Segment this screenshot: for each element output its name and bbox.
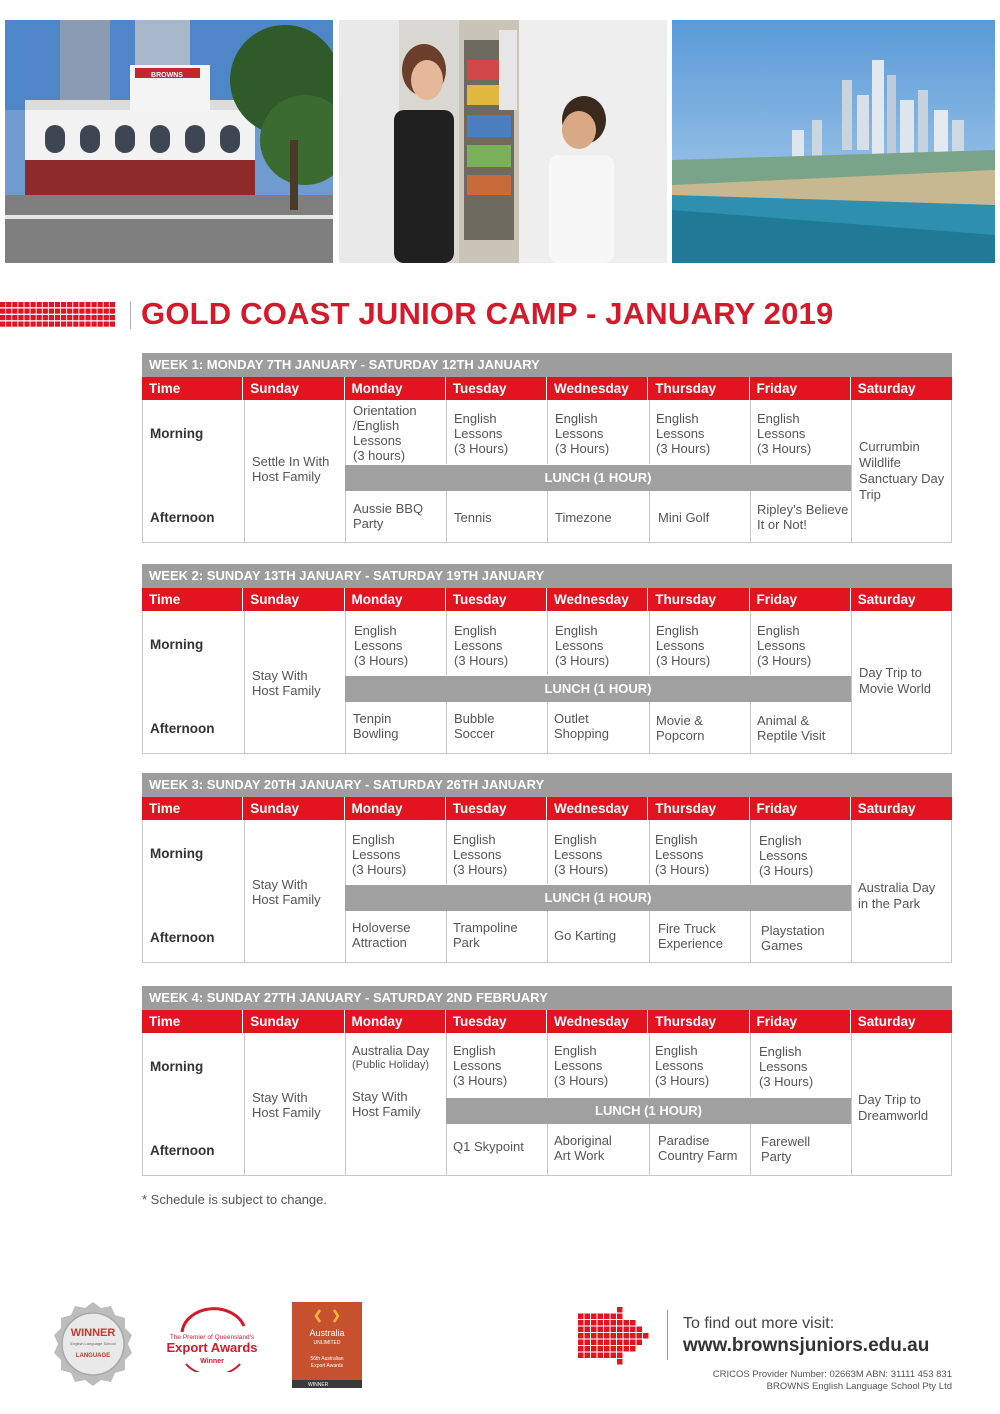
monday-full-day: Australia Day (Public Holiday) Stay With Host Family bbox=[352, 1043, 430, 1119]
tuesday-afternoon: Q1 Skypoint bbox=[453, 1139, 524, 1154]
cricos-text: CRICOS Provider Number: 02663M ABN: 31111 453 831 bbox=[712, 1369, 952, 1380]
tuesday-afternoon: Trampoline Park bbox=[453, 920, 518, 950]
col-monday: Monday bbox=[345, 1010, 446, 1033]
col-sunday: Sunday bbox=[243, 1010, 344, 1033]
photo-gold-coast-skyline bbox=[672, 20, 995, 263]
photo-students-kitchen bbox=[339, 20, 667, 263]
col-wednesday: Wednesday bbox=[547, 588, 648, 611]
day-header-row bbox=[142, 797, 952, 820]
building-sign-text: BROWNS bbox=[151, 72, 183, 79]
visit-text: To find out more visit: bbox=[683, 1315, 835, 1332]
week-grid bbox=[142, 1033, 952, 1176]
friday-morning: English Lessons (3 Hours) bbox=[759, 1044, 814, 1089]
time-afternoon: Afternoon bbox=[150, 930, 215, 945]
thursday-morning: English Lessons (3 Hours) bbox=[656, 411, 711, 456]
winner-award-badge bbox=[52, 1300, 134, 1388]
page-title: GOLD COAST JUNIOR CAMP - JANUARY 2019 bbox=[141, 296, 834, 331]
monday-afternoon: Tenpin Bowling bbox=[353, 711, 399, 741]
col-friday: Friday bbox=[750, 377, 851, 400]
col-monday: Monday bbox=[345, 797, 446, 820]
australia-export-text-2: Export Awards bbox=[310, 1363, 344, 1369]
col-sunday: Sunday bbox=[243, 797, 344, 820]
monday-morning: English Lessons (3 Hours) bbox=[352, 832, 407, 877]
monday-morning: English Lessons (3 Hours) bbox=[354, 623, 409, 668]
col-wednesday: Wednesday bbox=[547, 1010, 648, 1033]
col-wednesday: Wednesday bbox=[547, 377, 648, 400]
brand-grid-graphic bbox=[0, 302, 116, 328]
tuesday-morning: English Lessons (3 Hours) bbox=[454, 623, 509, 668]
australia-text: Australia bbox=[309, 1328, 345, 1338]
winner-subtext: English Language School bbox=[70, 1341, 116, 1346]
wednesday-afternoon: Outlet Shopping bbox=[554, 711, 609, 741]
col-tuesday: Tuesday bbox=[446, 797, 547, 820]
wednesday-afternoon: Timezone bbox=[555, 510, 612, 525]
thursday-morning: English Lessons (3 Hours) bbox=[656, 623, 711, 668]
wednesday-afternoon: Go Karting bbox=[554, 928, 617, 943]
time-morning: Morning bbox=[150, 1059, 204, 1074]
footer-divider bbox=[667, 1310, 668, 1360]
sunday-activity: Stay With Host Family bbox=[252, 1090, 321, 1120]
col-thursday: Thursday bbox=[648, 797, 749, 820]
saturday-activity: Day Trip to Dreamworld bbox=[858, 1092, 929, 1123]
time-morning: Morning bbox=[150, 426, 204, 441]
col-sunday: Sunday bbox=[243, 588, 344, 611]
col-friday: Friday bbox=[750, 588, 851, 611]
sunday-activity: Settle In With Host Family bbox=[252, 454, 330, 484]
thursday-morning: English Lessons (3 Hours) bbox=[655, 832, 710, 877]
title-divider bbox=[130, 301, 131, 329]
photo-browns-building bbox=[5, 20, 333, 263]
tuesday-morning: English Lessons (3 Hours) bbox=[453, 1043, 508, 1088]
website-link[interactable]: www.brownsjuniors.edu.au bbox=[683, 1335, 930, 1356]
col-thursday: Thursday bbox=[648, 1010, 749, 1033]
lunch-bar: LUNCH (1 HOUR) bbox=[446, 1098, 851, 1124]
wednesday-morning: English Lessons (3 Hours) bbox=[554, 1043, 609, 1088]
col-time: Time bbox=[142, 377, 243, 400]
saturday-activity: Currumbin Wildlife Sanctuary Day Trip bbox=[859, 439, 945, 502]
browns-arrow-logo bbox=[578, 1307, 656, 1365]
friday-morning: English Lessons (3 Hours) bbox=[759, 833, 814, 878]
week-grid bbox=[142, 400, 952, 543]
col-saturday: Saturday bbox=[857, 801, 916, 816]
col-saturday: Saturday bbox=[857, 1014, 916, 1029]
col-wednesday: Wednesday bbox=[547, 797, 648, 820]
week-grid bbox=[142, 611, 952, 754]
australia-winner-text: WINNER bbox=[308, 1382, 329, 1388]
time-afternoon: Afternoon bbox=[150, 510, 215, 525]
week-1-table bbox=[142, 353, 952, 543]
thursday-afternoon: Mini Golf bbox=[658, 510, 710, 525]
col-tuesday: Tuesday bbox=[446, 588, 547, 611]
time-afternoon: Afternoon bbox=[150, 721, 215, 736]
friday-afternoon: Ripley's Believe It or Not! bbox=[757, 502, 849, 532]
week-3-table bbox=[142, 773, 952, 963]
col-time: Time bbox=[142, 797, 243, 820]
tuesday-morning: English Lessons (3 Hours) bbox=[454, 411, 509, 456]
week-header: WEEK 4: SUNDAY 27TH JANUARY - SATURDAY 2ND FEBRUARY bbox=[142, 986, 952, 1010]
week-grid bbox=[142, 820, 952, 963]
language-text: LANGUAGE bbox=[75, 1353, 111, 1359]
week-header: WEEK 1: MONDAY 7TH JANUARY - SATURDAY 12TH JANUARY bbox=[142, 353, 952, 377]
col-tuesday: Tuesday bbox=[446, 1010, 547, 1033]
friday-morning: English Lessons (3 Hours) bbox=[757, 623, 812, 668]
thursday-afternoon: Paradise Country Farm bbox=[658, 1133, 738, 1163]
schedule-note: * Schedule is subject to change. bbox=[142, 1192, 328, 1207]
wednesday-afternoon: Aboriginal Art Work bbox=[554, 1133, 612, 1163]
export-premier-text: The Premier of Queensland's bbox=[169, 1334, 255, 1341]
tuesday-afternoon: Tennis bbox=[454, 510, 492, 525]
lunch-bar: LUNCH (1 HOUR) bbox=[345, 885, 851, 911]
winner-text: WINNER bbox=[70, 1327, 116, 1339]
week-4-table bbox=[142, 986, 952, 1176]
col-tuesday: Tuesday bbox=[446, 377, 547, 400]
lunch-bar: LUNCH (1 HOUR) bbox=[345, 465, 851, 491]
col-friday: Friday bbox=[750, 797, 851, 820]
australia-unlimited-badge bbox=[292, 1302, 362, 1388]
thursday-afternoon: Movie & Popcorn bbox=[656, 713, 705, 743]
week-header: WEEK 3: SUNDAY 20TH JANUARY - SATURDAY 26TH JANUARY bbox=[142, 773, 952, 797]
day-header-row bbox=[142, 588, 952, 611]
time-morning: Morning bbox=[150, 846, 204, 861]
week-header: WEEK 2: SUNDAY 13TH JANUARY - SATURDAY 19TH JANUARY bbox=[142, 564, 952, 588]
sunday-activity: Stay With Host Family bbox=[252, 668, 321, 698]
day-header-row bbox=[142, 1010, 952, 1033]
day-header-row bbox=[142, 377, 952, 400]
friday-afternoon: Animal & Reptile Visit bbox=[757, 713, 826, 743]
wednesday-morning: English Lessons (3 Hours) bbox=[555, 623, 610, 668]
time-morning: Morning bbox=[150, 637, 204, 652]
thursday-morning: English Lessons (3 Hours) bbox=[655, 1043, 710, 1088]
week-2-table bbox=[142, 564, 952, 754]
thursday-afternoon: Fire Truck Experience bbox=[658, 921, 724, 951]
tuesday-afternoon: Bubble Soccer bbox=[454, 711, 495, 741]
col-monday: Monday bbox=[345, 588, 446, 611]
lunch-bar: LUNCH (1 HOUR) bbox=[345, 676, 851, 702]
col-saturday: Saturday bbox=[857, 381, 916, 396]
wednesday-morning: English Lessons (3 Hours) bbox=[554, 832, 609, 877]
col-monday: Monday bbox=[345, 377, 446, 400]
friday-morning: English Lessons (3 Hours) bbox=[757, 411, 812, 456]
saturday-activity: Australia Day in the Park bbox=[858, 880, 936, 911]
col-thursday: Thursday bbox=[648, 588, 749, 611]
sunday-activity: Stay With Host Family bbox=[252, 877, 321, 907]
unlimited-text: UNLIMITED bbox=[313, 1340, 341, 1346]
tuesday-morning: English Lessons (3 Hours) bbox=[453, 832, 508, 877]
monday-afternoon: Holoverse Attraction bbox=[352, 920, 411, 950]
col-time: Time bbox=[142, 588, 243, 611]
time-afternoon: Afternoon bbox=[150, 1143, 215, 1158]
export-awards-text: Export Awards bbox=[166, 1340, 258, 1355]
export-awards-logo bbox=[160, 1302, 264, 1372]
export-winner-text: Winner bbox=[200, 1358, 224, 1365]
saturday-activity: Day Trip to Movie World bbox=[859, 665, 932, 696]
australia-export-text-1: 56th Australian bbox=[310, 1356, 344, 1362]
col-friday: Friday bbox=[750, 1010, 851, 1033]
col-time: Time bbox=[142, 1010, 243, 1033]
friday-afternoon: Playstation Games bbox=[761, 923, 825, 953]
wednesday-morning: English Lessons (3 Hours) bbox=[555, 411, 610, 456]
col-saturday: Saturday bbox=[857, 592, 916, 607]
col-sunday: Sunday bbox=[243, 377, 344, 400]
friday-afternoon: Farewell Party bbox=[761, 1134, 811, 1164]
col-thursday: Thursday bbox=[648, 377, 749, 400]
monday-morning: Orientation /English Lessons (3 hours) bbox=[353, 403, 417, 463]
monday-afternoon: Aussie BBQ Party bbox=[353, 501, 424, 531]
company-text: BROWNS English Language School Pty Ltd bbox=[766, 1381, 952, 1392]
